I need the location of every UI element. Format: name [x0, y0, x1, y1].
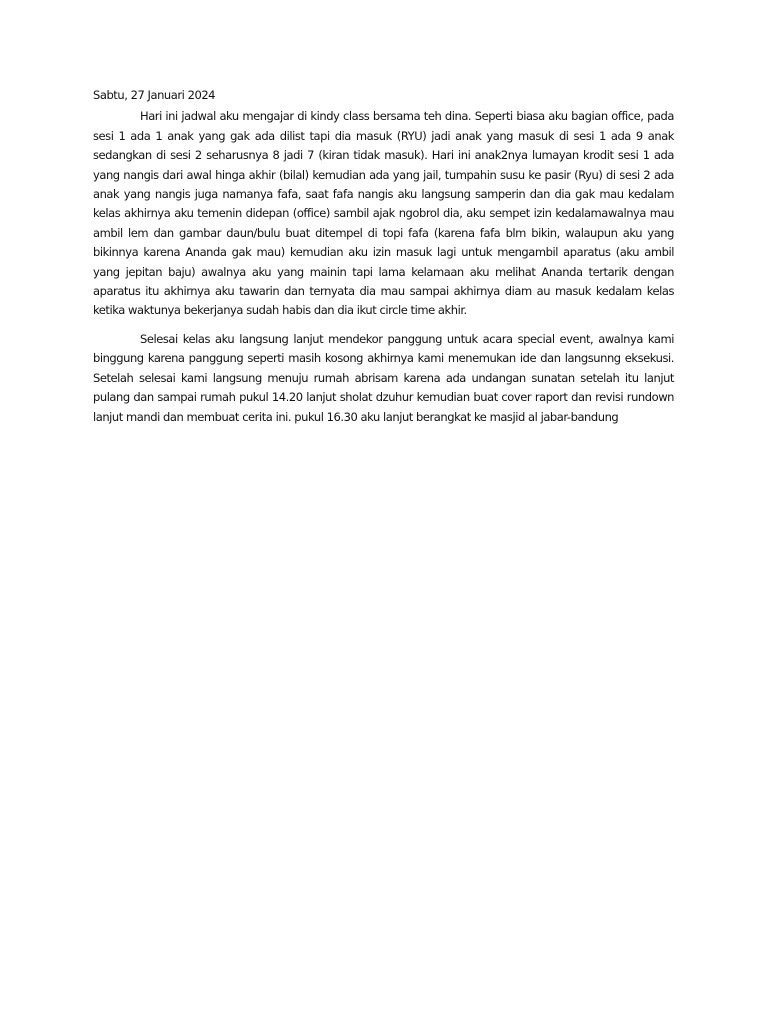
paragraph-1: Hari ini jadwal aku mengajar di kindy class bersama teh dina. Seperti biasa aku bagian office, pada sesi 1 ada 1 anak yang gak ada dilist tapi dia masuk (RYU) jadi anak yang masuk di sesi 1 ada 9 anak sedangkan di sesi 2 seharusnya 8 jadi 7 (kiran tidak masuk). Hari ini anak2nya lumayan krodit sesi 1 ada yang nangis dari awal hinga akhir (bilal) kemudian ada yang jail, tumpahin susu ke pasir (Ryu) di sesi 2 ada anak yang nangis juga namanya fafa, saat fafa nangis aku langsung samperin dan dia gak mau kedalam kelas akhirnya aku temenin didepan (office) sambil ajak ngobrol dia, aku sempet izin kedalamawalnya mau ambil lem dan gambar daun/bulu buat ditempel di topi fafa (karena fafa blm bikin, walaupun aku yang bikinnya karena Ananda gak mau) kemudian aku izin masuk lagi untuk mengambil aparatus (aku ambil yang jepitan baju) awalnya aku yang mainin tapi lama kelamaan aku melihat Ananda tertarik dengan aparatus itu akhirnya aku tawarin dan ternyata dia mau sampai akhirnya diam au masuk kedalam kelas ketika waktunya bekerjanya sudah habis dan dia ikut circle time akhir.: [93, 109, 674, 318]
date-line: Sabtu, 27 Januari 2024: [93, 88, 216, 102]
document-body: [93, 86, 674, 436]
paragraph-2: Selesai kelas aku langsung lanjut mendekor panggung untuk acara special event, awalnya kami binggung karena panggung seperti masih kosong akhirnya kami menemukan ide dan langsunng eksekusi. Setelah selesai kami langsung menuju rumah abrisam karena ada undangan sunatan setelah itu lanjut pulang dan sampai rumah pukul 14.20 lanjut sholat dzuhur kemudian buat cover raport dan revisi rundown lanjut mandi dan membuat cerita ini. pukul 16.30 aku lanjut berangkat ke masjid al jabar-bandung: [93, 331, 674, 424]
